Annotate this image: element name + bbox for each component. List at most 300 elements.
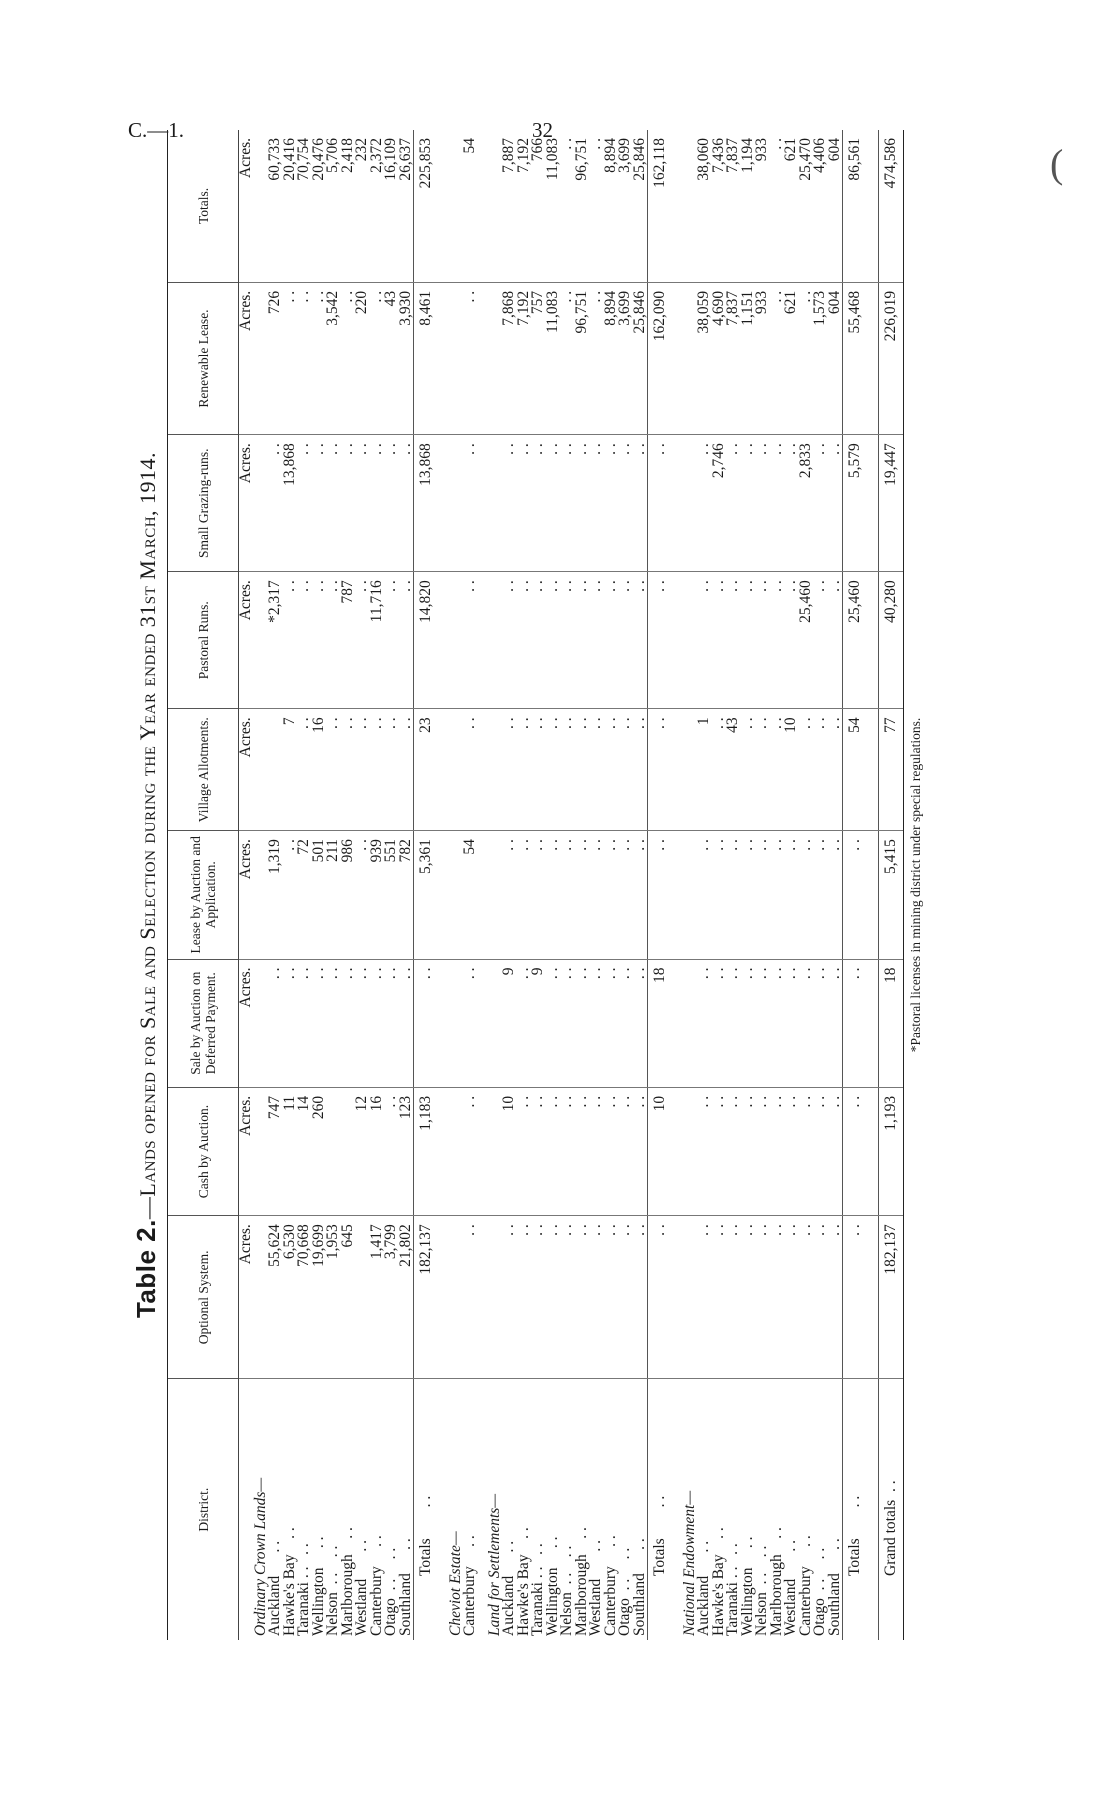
cell-line: . . (753, 1224, 770, 1236)
cell-line: . . (353, 717, 370, 729)
cell-line: . . (529, 839, 546, 851)
cell-line: Taranaki . . . . (529, 1543, 546, 1636)
cell-line: 162,118 (651, 138, 668, 188)
cell-line: . . (782, 967, 799, 980)
cell-line: Acres. (237, 1095, 254, 1136)
cell-line: Acres. (237, 717, 254, 758)
cell-line: 10 (651, 1095, 668, 1112)
cell-line: 4,406 (811, 138, 828, 173)
cell-line: . . (695, 839, 712, 851)
spacer-row (439, 130, 449, 1640)
cell-line: . . (767, 138, 785, 150)
value-cell (683, 959, 843, 1087)
column-header: Renewable Lease. (168, 282, 239, 434)
cell-line: . . (572, 967, 590, 980)
cell-line: . . (558, 1224, 575, 1236)
cell-line: 96,751 (572, 290, 590, 334)
cell-line: Acres. (237, 580, 254, 621)
cell-line: . . (767, 1095, 785, 1108)
cell-line: 182,137 (417, 1224, 434, 1275)
cell-line: 226,019 (881, 290, 899, 342)
cell-line: Marlborough . . (338, 1527, 356, 1636)
value-cell (488, 709, 648, 831)
cell-line: . . (724, 967, 741, 980)
cell-line: . . (738, 717, 756, 729)
value-cell (683, 130, 843, 282)
column-header: District. (168, 1379, 239, 1640)
cell-line: 621 (782, 290, 799, 315)
cell-line: 25,846 (630, 290, 648, 334)
cell-line: . . (767, 580, 785, 592)
cell-line: 3,799 (382, 1224, 399, 1260)
cell-line: 986 (338, 839, 356, 863)
cell-line: . . (767, 290, 785, 303)
cell-line: Acres. (237, 1224, 254, 1265)
cell-line: . . (280, 290, 298, 303)
cell-line: . . (367, 443, 385, 455)
cell-line (268, 717, 283, 826)
cell-line: . . (324, 967, 341, 980)
cell-line: . . (630, 967, 648, 980)
column-header: Optional System. (168, 1216, 239, 1379)
cell-line: 933 (753, 290, 770, 315)
cell-line: . . (651, 1224, 668, 1236)
cell-line: 933 (753, 138, 770, 162)
value-cell (683, 709, 843, 831)
cell-line: Marlborough . . (767, 1527, 785, 1636)
spacer-row (673, 130, 683, 1640)
group-block (239, 130, 414, 1640)
cell-line: 2,746 (709, 443, 727, 479)
cell-line: 11,716 (367, 580, 385, 623)
cell-line: Marlborough . . (572, 1527, 590, 1636)
spacer-row (868, 130, 879, 1640)
cell-line: 11 (280, 1095, 298, 1111)
cell-line: 1,194 (738, 138, 756, 173)
cell-line: . . (846, 839, 863, 851)
cell-line: Acres. (237, 138, 254, 179)
cell-line: 7,837 (724, 138, 741, 173)
cell-line: 70,668 (295, 1224, 312, 1267)
cell-line: . . (514, 717, 532, 729)
cell-line: Southland . . (825, 1538, 843, 1636)
cell-line: 10 (782, 717, 799, 733)
cell-line: . . (767, 967, 785, 980)
cell-line: Nelson . . . . (753, 1545, 770, 1636)
cell-line: Wellington . . (738, 1536, 756, 1636)
value-cell (239, 572, 414, 709)
cell-line: . . (461, 290, 478, 303)
cell-line: . . (558, 1095, 575, 1108)
cell-line: . . (738, 839, 756, 851)
spacer-row (478, 130, 488, 1640)
cell-line: . . (782, 443, 799, 455)
cell-line: . . (382, 443, 399, 455)
cell-line: . . (753, 1095, 770, 1108)
cell-line (341, 1096, 356, 1211)
cell-line: Acres. (237, 443, 254, 484)
cell-line: . . (353, 967, 370, 980)
cell-line: 16 (367, 1095, 385, 1112)
cell-line: 474,586 (881, 138, 899, 189)
cell-line: 26,637 (396, 138, 414, 181)
value-cell (239, 1087, 414, 1215)
cell-line: . . (753, 967, 770, 980)
cell-line: . . (500, 443, 517, 455)
cell-line: 260 (309, 1095, 327, 1120)
cell-line: . . (825, 967, 843, 980)
cell-line: Grand totals . . (881, 1480, 899, 1576)
cell-line: . . (514, 1095, 532, 1108)
cell-line: . . (825, 580, 843, 592)
cell-line: 25,460 (796, 580, 814, 623)
cell-line: . . (558, 138, 575, 150)
cell-line: . . (695, 967, 712, 980)
value-cell (683, 435, 843, 572)
cell-line: . . (825, 839, 843, 851)
cell-line: . . (782, 1224, 799, 1236)
cell-line: . . (382, 1095, 399, 1108)
cell-line: 182,137 (881, 1224, 899, 1275)
group-block (449, 130, 478, 1640)
cell-line: . . (724, 580, 741, 592)
cell-line: . . (753, 717, 770, 729)
footnote: *Pastoral licenses in mining district under special regulations. (908, 717, 923, 1053)
cell-line: 11,083 (543, 290, 561, 333)
cell-line: . . (514, 967, 532, 980)
column-header: Sale by Auction on Deferred Payment. (168, 959, 239, 1087)
column-header: Totals. (168, 130, 239, 282)
cell-line: Hawke's Bay . . (280, 1527, 298, 1636)
cell-line: Nelson . . . . (558, 1545, 575, 1636)
cell-line: . . (753, 580, 770, 592)
cell-line: 40,280 (881, 580, 899, 623)
value-cell (239, 709, 414, 831)
cell-line: 38,060 (695, 138, 712, 181)
district-cell (485, 1379, 648, 1640)
cell-line: . . (738, 580, 756, 592)
cell-line: 20,476 (309, 138, 327, 181)
cell-line: . . (587, 967, 604, 980)
cell-line: 604 (825, 290, 843, 315)
cell-line: 1,573 (811, 290, 828, 326)
cell-line: . . (295, 967, 312, 980)
cell-line: . . (382, 967, 399, 980)
cell-line: Totals . . (417, 1495, 434, 1576)
cell-line: 1 (695, 717, 712, 726)
cell-line: . . (461, 717, 478, 729)
cell-line: 220 (353, 290, 370, 315)
cell-line: . . (709, 1224, 727, 1236)
value-cell (239, 1216, 414, 1379)
value-cell (488, 130, 648, 282)
cell-line: 6,530 (280, 1224, 298, 1260)
cell-line: 4,690 (709, 290, 727, 326)
cell-line: 43 (382, 290, 399, 307)
cell-line: 604 (825, 138, 843, 162)
cell-line: Otago . . . . (382, 1547, 399, 1636)
cell-line: *2,317 (266, 580, 283, 623)
cell-line: Auckland . . (500, 1540, 517, 1636)
cell-line: 787 (338, 580, 356, 604)
cell-line: . . (558, 967, 575, 980)
cell-line: . . (846, 967, 863, 980)
value-cell (449, 959, 478, 1087)
cell-line: . . (825, 717, 843, 729)
cell-line: 5,361 (417, 839, 434, 875)
cell-line: . . (811, 1224, 828, 1236)
cell-line: Canterbury . . (367, 1535, 385, 1636)
cell-line: . . (630, 580, 648, 592)
cell-line: Canterbury . . (796, 1535, 814, 1636)
series-label: C.—1. (128, 118, 185, 142)
cell-line: 9 (500, 967, 517, 976)
cell-line: 551 (382, 839, 399, 863)
cell-line: . . (461, 1224, 478, 1236)
column-header: Village Allotments. (168, 709, 239, 831)
value-cell (488, 435, 648, 572)
cell-line: Totals . . (651, 1495, 668, 1576)
cell-line: 123 (396, 1095, 414, 1120)
district-cell (680, 1379, 843, 1640)
cell-line: 8,461 (417, 290, 434, 326)
cell-line: . . (695, 1095, 712, 1108)
cell-line: Auckland . . (695, 1540, 712, 1636)
group-block (488, 130, 648, 1640)
cell-line: . . (295, 443, 312, 455)
cell-line: . . (616, 839, 633, 851)
cell-line: . . (353, 443, 370, 455)
cell-line: 7 (280, 717, 298, 726)
cell-line: . . (811, 717, 828, 729)
cell-line: . . (767, 443, 785, 455)
value-cell (488, 282, 648, 434)
cell-line: Taranaki . . . . (724, 1543, 741, 1636)
cell-line: . . (309, 443, 327, 455)
cell-line: . . (396, 443, 414, 455)
group-block (683, 130, 843, 1640)
cell-line: . . (558, 717, 575, 729)
cell-line: . . (601, 717, 619, 729)
cell-line: . . (543, 1095, 561, 1108)
cell-line: . . (825, 1224, 843, 1236)
cell-line: Acres. (237, 967, 254, 1008)
cell-line: . . (417, 967, 434, 980)
cell-line: 23 (417, 717, 434, 733)
cell-line: . . (651, 717, 668, 729)
cell-line: . . (796, 717, 814, 729)
cell-line: . . (543, 717, 561, 729)
cell-line: . . (529, 1095, 546, 1108)
cell-line: 18 (651, 967, 668, 984)
cell-line: . . (280, 580, 298, 592)
value-cell (488, 959, 648, 1087)
cell-line: 5,706 (324, 138, 341, 173)
cell-line: . . (558, 839, 575, 851)
cell-line: . . (295, 717, 312, 729)
cell-line: 1,953 (324, 1224, 341, 1260)
cell-line: 766 (529, 138, 546, 162)
column-header: Small Grazing-runs. (168, 435, 239, 572)
cell-line: . . (796, 1095, 814, 1108)
cell-line: 2,833 (796, 443, 814, 479)
cell-line: Wellington . . (543, 1536, 561, 1636)
cell-line: 7,887 (500, 138, 517, 173)
cell-line: 19,447 (881, 443, 899, 486)
cell-line: Otago . . . . (811, 1547, 828, 1636)
totals-row (414, 130, 439, 1640)
cell-line: 1,417 (367, 1224, 385, 1260)
cell-line: Cheviot Estate— (446, 1531, 464, 1636)
cell-line: . . (846, 1095, 863, 1108)
cell-line: 939 (367, 839, 385, 863)
cell-line: Taranaki . . . . (295, 1543, 312, 1636)
cell-line: . . (695, 1224, 712, 1236)
cell-line: 25,470 (796, 138, 814, 181)
cell-line: . . (367, 717, 385, 729)
cell-line: 13,868 (280, 443, 298, 486)
cell-line: Acres. (237, 290, 254, 331)
cell-line: . . (796, 967, 814, 980)
cell-line: . . (572, 443, 590, 455)
cell-line: . . (811, 839, 828, 851)
cell-line: . . (782, 1095, 799, 1108)
cell-line: 20,416 (280, 138, 298, 181)
cell-line: . . (382, 580, 399, 592)
table-label: Table 2. (131, 1219, 161, 1319)
cell-line: 501 (309, 839, 327, 863)
cell-line: 8,894 (601, 290, 619, 326)
cell-line: . . (587, 138, 604, 150)
value-cell (239, 959, 414, 1087)
cell-line: . . (529, 1224, 546, 1236)
cell-line: 7,436 (709, 138, 727, 173)
cell-line: . . (543, 443, 561, 455)
cell-line: . . (738, 1095, 756, 1108)
cell-line: 3,699 (616, 290, 633, 326)
cell-line: . . (587, 839, 604, 851)
cell-line: . . (295, 580, 312, 592)
cell-line: . . (709, 967, 727, 980)
cell-line: . . (396, 967, 414, 980)
cell-line: . . (630, 839, 648, 851)
cell-line: 55,468 (846, 290, 863, 334)
cell-line: . . (529, 580, 546, 592)
cell-line: . . (309, 967, 327, 980)
cell-line: . . (796, 839, 814, 851)
cell-line: 10 (500, 1095, 517, 1112)
cell-line: 54 (461, 138, 478, 154)
value-cell (239, 435, 414, 572)
cell-line: . . (280, 839, 298, 851)
cell-line: . . (587, 290, 604, 303)
cell-line: 19,699 (309, 1224, 327, 1267)
cell-line: 9 (529, 967, 546, 976)
cell-line: . . (543, 580, 561, 592)
cell-line: 1,183 (417, 1095, 434, 1131)
cell-line: 21,802 (396, 1224, 414, 1267)
cell-line: . . (616, 1224, 633, 1236)
cell-line: 645 (338, 1224, 356, 1248)
cell-line: Westland . . (587, 1539, 604, 1636)
cell-line: . . (461, 443, 478, 455)
cell-line: Otago . . . . (616, 1547, 633, 1636)
cell-line: 232 (353, 138, 370, 162)
value-cell (449, 1087, 478, 1215)
cell-line: . . (338, 967, 356, 980)
value-cell (683, 831, 843, 959)
cell-line: . . (695, 443, 712, 455)
table-title (125, 130, 167, 1640)
cell-line: . . (738, 1224, 756, 1236)
totals-row (648, 130, 673, 1640)
value-cell (488, 831, 648, 959)
cell-line: 3,542 (324, 290, 341, 326)
table-caption: —Lands opened for Sale and Selection during the Year ended 31st March, 1914. (135, 451, 160, 1220)
header-row (168, 130, 239, 1640)
cell-line: . . (811, 580, 828, 592)
cell-line: . . (461, 967, 478, 980)
cell-line: . . (367, 290, 385, 303)
totals-row (843, 130, 868, 1640)
cell-line: . . (601, 1224, 619, 1236)
cell-line: . . (796, 1224, 814, 1236)
cell-line: 162,090 (651, 290, 668, 342)
cell-line: 225,853 (417, 138, 434, 189)
cell-line: . . (738, 443, 756, 455)
cell-line: 782 (396, 839, 414, 863)
cell-line: . . (558, 580, 575, 592)
cell-line: . . (587, 1224, 604, 1236)
cell-line: . . (587, 1095, 604, 1108)
value-cell (488, 1216, 648, 1379)
cell-line: . . (601, 443, 619, 455)
value-cell (449, 831, 478, 959)
cell-line: . . (514, 443, 532, 455)
table-body (239, 130, 904, 1640)
cell-line: 1,151 (738, 290, 756, 326)
district-cell (239, 1379, 414, 1640)
cell-line: . . (353, 839, 370, 851)
cell-line: . . (846, 1224, 863, 1236)
cell-line: . . (709, 580, 727, 592)
cell-line: 70,754 (295, 138, 312, 181)
cell-line: . . (651, 839, 668, 851)
cell-line: 747 (266, 1095, 283, 1120)
cell-line: Westland . . (353, 1539, 370, 1636)
value-cell (449, 709, 478, 831)
cell-line: . . (309, 290, 327, 303)
value-cell (683, 282, 843, 434)
cell-line: 54 (461, 839, 478, 855)
cell-line: . . (396, 717, 414, 729)
cell-line: 25,460 (846, 580, 863, 623)
cell-line: 11,083 (543, 138, 561, 181)
cell-line: . . (572, 1095, 590, 1108)
cell-line: Southland . . (396, 1538, 414, 1636)
cell-line: . . (782, 839, 799, 851)
value-cell (449, 1216, 478, 1379)
cell-line: . . (543, 967, 561, 980)
cell-line: . . (558, 443, 575, 455)
cell-line: 621 (782, 138, 799, 162)
cell-line: 8,894 (601, 138, 619, 173)
cell-line: Westland . . (782, 1539, 799, 1636)
cell-line: 43 (724, 717, 741, 733)
cell-line: . . (338, 290, 356, 303)
cell-line: . . (514, 839, 532, 851)
column-header: Pastoral Runs. (168, 572, 239, 709)
